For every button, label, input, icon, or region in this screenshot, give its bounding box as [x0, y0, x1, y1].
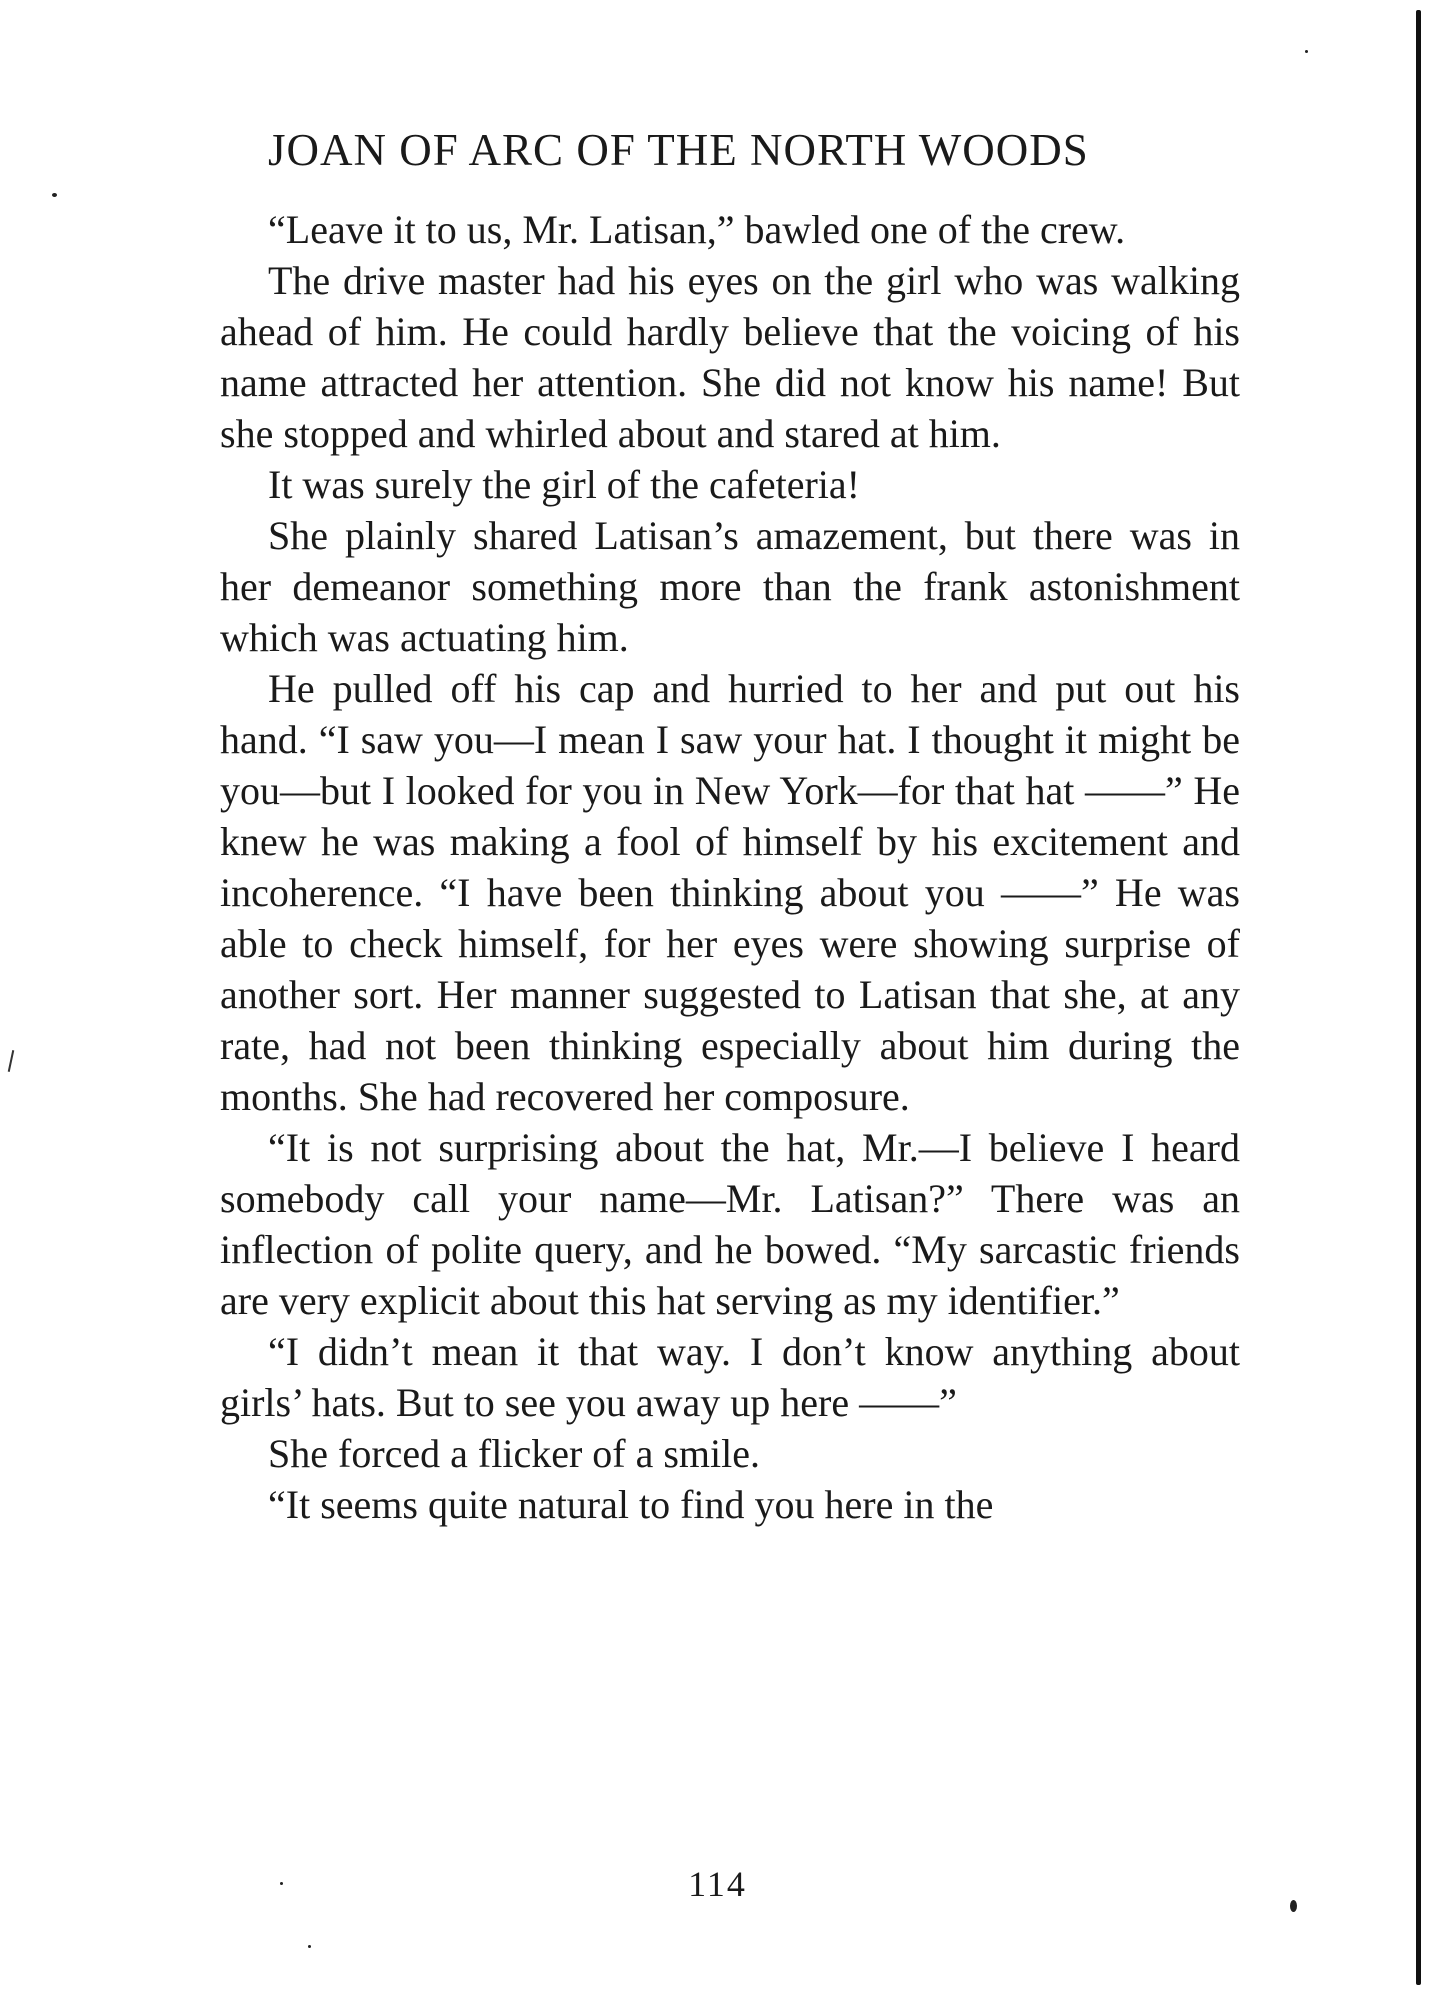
paragraph: He pulled off his cap and hurried to her and put out his hand. “I saw you—I mean I saw your hat. I thought it might be you—but I looked for you in New York—for that hat ——” He knew he was making a fool of himself by his excitement and incoherence. “I have been thinking about you ——” He was able to check himself, for her eyes were showing surprise of another sort. Her manner suggested to Latisan that she, at any rate, had not been thinking especially about him during the months. She had recovered her composure. — [220, 666, 1240, 1119]
paragraph: “It seems quite natural to find you here in the — [268, 1482, 994, 1527]
paragraph: “I didn’t mean it that way. I don’t know anything about girls’ hats. But to see you away up here ——” — [220, 1329, 1240, 1425]
scan-speck — [1290, 1900, 1297, 1912]
paragraph: “It is not surprising about the hat, Mr.—I believe I heard somebody call your name—Mr. Latisan?” There was an inflection of polite query, and he bowed. “My sarcastic friends are very explicit about this hat serving as my identifier.” — [220, 1125, 1240, 1323]
page-edge-line — [1416, 10, 1421, 1985]
paragraph: She forced a flicker of a smile. — [268, 1431, 761, 1476]
scan-speck — [280, 1882, 283, 1885]
body-text — [220, 204, 1240, 1530]
scan-speck — [308, 1945, 311, 1948]
running-title: JOAN OF ARC OF THE NORTH WOODS — [268, 125, 1089, 175]
scan-speck — [52, 193, 57, 197]
paragraph: It was surely the girl of the cafeteria! — [268, 462, 860, 507]
paragraph: She plainly shared Latisan’s amazement, but there was in her demeanor something more than the frank astonishment which was actuating him. — [220, 513, 1240, 660]
paragraph: “Leave it to us, Mr. Latisan,” bawled one of the crew. — [268, 207, 1126, 252]
scan-speck — [1305, 50, 1308, 53]
page-number: 114 — [688, 1864, 747, 1904]
scan-mark — [8, 1050, 15, 1072]
paragraph: The drive master had his eyes on the girl who was walking ahead of him. He could hardly believe that the voicing of his name attracted her attention. She did not know his name! But she stopped and whirled about and stared at him. — [220, 258, 1240, 456]
